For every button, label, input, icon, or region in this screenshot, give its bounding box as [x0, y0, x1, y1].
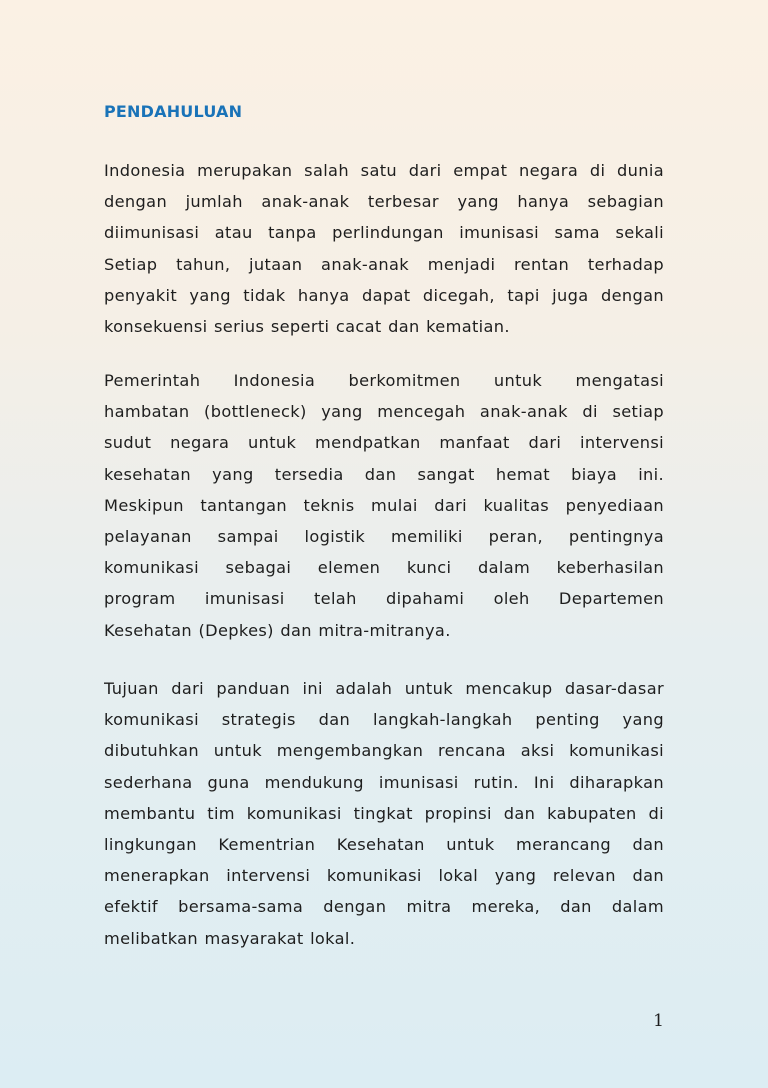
paragraph-line: Pemerintah Indonesia berkomitmen untuk mengatasi: [104, 371, 664, 390]
paragraph-line: konsekuensi serius seperti cacat dan kematian.: [104, 317, 510, 337]
paragraph-line: efektif bersama-sama dengan mitra mereka, dan dalam: [104, 897, 664, 917]
paragraph-3: [104, 673, 664, 954]
paragraph-line: membantu tim komunikasi tingkat propinsi dan kabupaten di: [104, 803, 664, 823]
paragraph-line: menerapkan intervensi komunikasi lokal yang relevan dan: [104, 866, 664, 886]
paragraph-line: sederhana guna mendukung imunisasi rutin. Ini diharapkan: [104, 772, 664, 792]
paragraph-line: sudut negara untuk mendpatkan manfaat dari intervensi: [104, 433, 664, 453]
paragraph-line: pelayanan sampai logistik memiliki peran, pentingnya: [104, 527, 664, 547]
paragraph-line: Indonesia merupakan salah satu dari empat negara di dunia: [104, 161, 664, 180]
paragraph-line: Setiap tahun, jutaan anak-anak menjadi rentan terhadap: [104, 254, 664, 274]
paragraph-line: dibutuhkan untuk mengembangkan rencana aksi komunikasi: [104, 741, 664, 761]
paragraph-2: [104, 365, 664, 646]
page-number: 1: [653, 1011, 664, 1031]
paragraph-line: penyakit yang tidak hanya dapat dicegah, tapi juga dengan: [104, 285, 664, 305]
paragraph-line: kesehatan yang tersedia dan sangat hemat biaya ini.: [104, 464, 664, 484]
paragraph-line: lingkungan Kementrian Kesehatan untuk merancang dan: [104, 835, 664, 855]
paragraph-line: hambatan (bottleneck) yang mencegah anak-anak di setiap: [104, 402, 664, 422]
paragraph-line: Tujuan dari panduan ini adalah untuk mencakup dasar-dasar: [104, 679, 664, 698]
paragraph-line: Meskipun tantangan teknis mulai dari kualitas penyediaan: [104, 495, 664, 515]
paragraph-line: diimunisasi atau tanpa perlindungan imunisasi sama sekali: [104, 223, 664, 243]
paragraph-line: program imunisasi telah dipahami oleh Departemen: [104, 589, 664, 609]
paragraph-line: komunikasi sebagai elemen kunci dalam keberhasilan: [104, 558, 664, 578]
paragraph-line: komunikasi strategis dan langkah-langkah penting yang: [104, 710, 664, 730]
paragraph-line: dengan jumlah anak-anak terbesar yang hanya sebagian: [104, 192, 664, 212]
paragraph-1: [104, 155, 664, 342]
section-heading: PENDAHULUAN: [104, 102, 243, 121]
paragraph-line: Kesehatan (Depkes) dan mitra-mitranya.: [104, 620, 451, 640]
paragraph-line: melibatkan masyarakat lokal.: [104, 928, 356, 948]
